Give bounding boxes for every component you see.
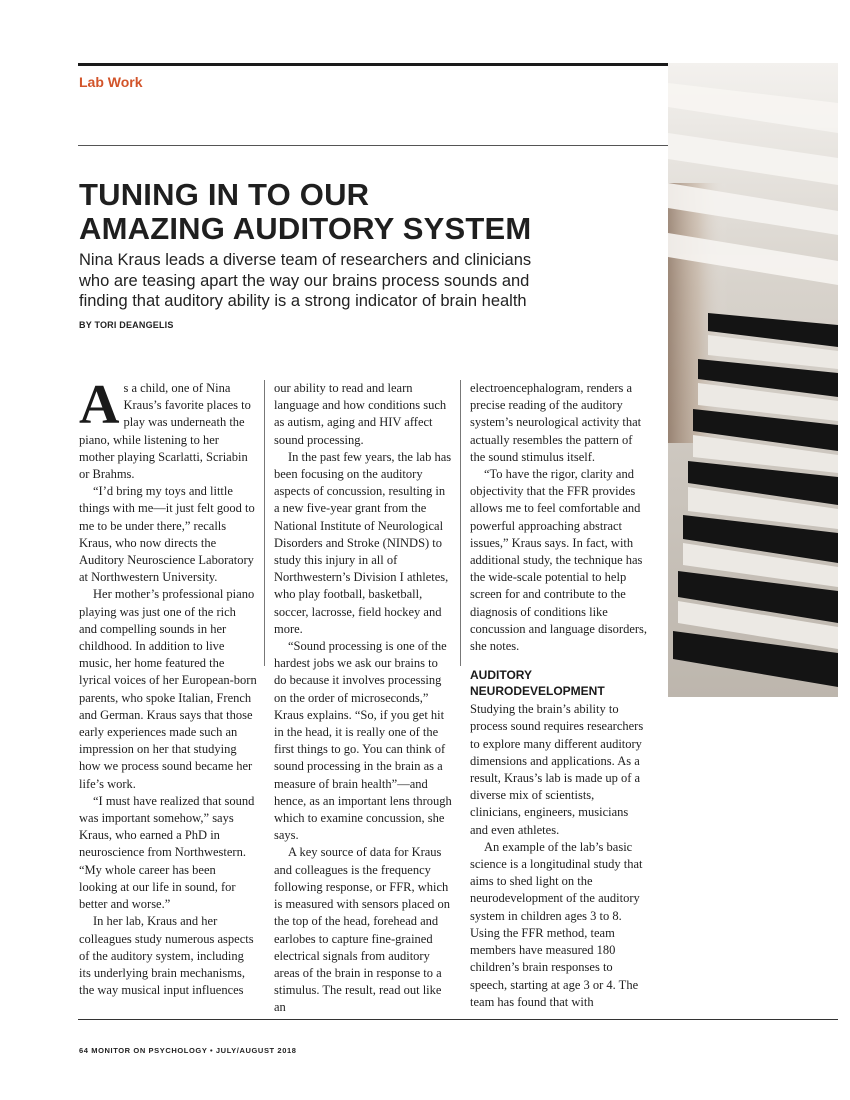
title-line-1: TUNING IN TO OUR <box>79 177 370 212</box>
top-rule <box>78 63 668 66</box>
byline: BY TORI DEANGELIS <box>79 320 174 330</box>
paragraph: In the past few years, the lab has been focusing on the auditory aspects of concussion, resulting in a new five-year grant from the National Institute of Neurological Disorders and Stroke (NINDS) to study this injury in all of Northwestern’s Division I athletes, who play football, basketball, soccer, lacrosse, field hockey and more. <box>274 449 452 636</box>
kicker-rule <box>78 145 668 146</box>
column-divider <box>264 380 265 666</box>
paragraph: Studying the brain’s ability to process sound requires researchers to explore many different auditory dimensions and applications. As a result, Kraus’s lab is made up of a diverse mix of scientists, clinicians, engineers, musicians and even athletes. <box>470 702 644 837</box>
subhead-line-2: NEURODEVELOPMENT <box>470 684 605 699</box>
paragraph: our ability to read and learn language and how conditions such as autism, aging and HIV affect sound processing. <box>274 381 447 447</box>
title-line-2: AMAZING AUDITORY SYSTEM <box>79 211 532 246</box>
paragraph: “Sound processing is one of the hardest jobs we ask our brains to do because it involves processing on the order of microseconds,” Kraus explains. “So, if you get hit in the head, it is really one of the first things to go. You can think of sound processing in the brain as a measure of brain health”—and hence, as an important lens through which to examine concussion, she says. <box>274 639 452 843</box>
paragraph: A key source of data for Kraus and colleagues is the frequency following response, or FFR, which is measured with sensors placed on the top of the head, forehead and earlobes to capture fine-grained electrical signals from auditory areas of the brain in response to a stimulus. The result, read out like an <box>274 845 451 1015</box>
section-kicker: Lab Work <box>79 74 143 90</box>
paragraph: “I’d bring my toys and little things with me—it just felt good to me to be under there,” recalls Kraus, who now directs the Auditory Neuroscience Laboratory at Northwestern University. <box>79 484 255 585</box>
piano-keys-illustration <box>668 63 838 697</box>
paragraph <box>79 374 257 483</box>
body-column-1 <box>79 374 257 999</box>
paragraph: An example of the lab’s basic science is a longitudinal study that aims to shed light on the neurodevelopment of the auditory system in children ages 3 to 8. Using the FFR method, team members have measured 180 children’s brain responses to speech, starting at age 3 or 4. The team has found that with <box>470 839 643 1009</box>
subhead-line-1: AUDITORY <box>470 668 533 683</box>
piano-keys-photo <box>668 63 838 697</box>
drop-cap: A <box>79 374 120 436</box>
article-title <box>79 178 531 246</box>
paragraph: “I must have realized that sound was important somehow,” says Kraus, who earned a PhD in neuroscience from Northwestern. “My whole career has been looking at our life in sound, for better and worse.” <box>79 793 255 912</box>
paragraph: electroencephalogram, renders a precise reading of the auditory system’s neurological activity that actually resembles the pattern of the sound stimulus itself. <box>470 381 642 464</box>
body-column-3 <box>470 380 648 1011</box>
paragraph: “To have the rigor, clarity and objectivity that the FFR provides allows me to feel comfortable and powerful approaching abstract issues,” Kraus says. In fact, with additional study, the technique has the wide-scale potential to help screen for and contribute to the diagnosis of conditions like concussion and language disorders, she notes. <box>470 467 648 654</box>
column-divider <box>460 380 461 666</box>
paragraph: Her mother’s professional piano playing was just one of the rich and compelling sounds in her childhood. In addition to live music, her home featured the lyrical voices of her European-born parents, who spoke Italian, French and German. Kraus says that those early experiences made such an impression on her that studying how we process sound became her life’s work. <box>79 587 257 791</box>
page-footer: 64 MONITOR ON PSYCHOLOGY • JULY/AUGUST 2018 <box>79 1046 297 1055</box>
paragraph: In her lab, Kraus and her colleagues study numerous aspects of the auditory system, including its underlying brain mechanisms, the way musical input influences <box>79 914 254 998</box>
section-subhead <box>470 667 648 699</box>
body-column-2 <box>274 380 452 1017</box>
article-dek: Nina Kraus leads a diverse team of researchers and clinicians who are teasing apart the way our brains process sounds and finding that auditory ability is a strong indicator of brain health <box>79 251 532 310</box>
paragraph-text: s a child, one of Nina Kraus’s favorite places to play was underneath the piano, while listening to her mother playing Scarlatti, Scriabin or Brahms. <box>79 381 251 482</box>
footer-rule <box>78 1019 838 1020</box>
